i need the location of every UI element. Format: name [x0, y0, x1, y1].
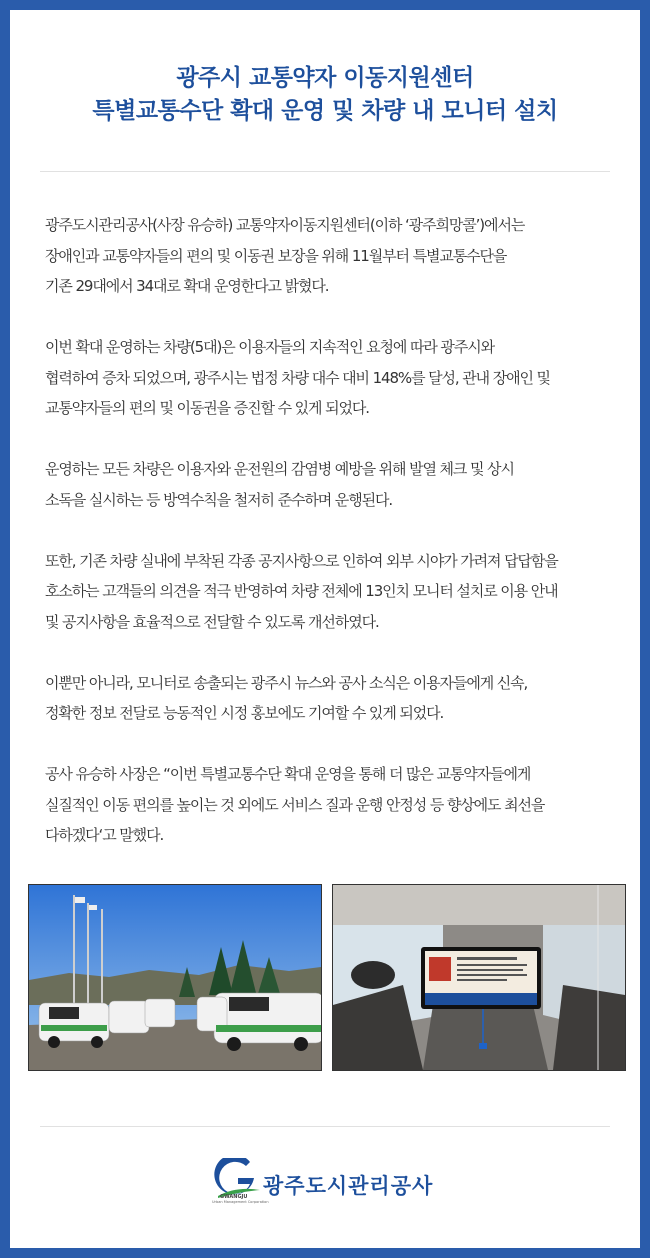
- paragraph-line: 또한, 기존 차량 실내에 부착된 각종 공지사항으로 인하여 외부 시야가 가려져 답답함을: [45, 551, 558, 570]
- paragraph-line: 다하겠다‘고 말했다.: [45, 826, 164, 844]
- paragraph-line: 실질적인 이동 편의를 높이는 것 외에도 서비스 질과 운행 안정성 등 향상에도 최선을: [45, 795, 545, 814]
- paragraph-4: [45, 546, 610, 638]
- paragraph-line: 협력하여 증차 되었으며, 광주시는 법정 차량 대수 대비 148%를 달성, 관내 장애인 및: [45, 368, 550, 387]
- paragraph-line: 기존 29대에서 34대로 확대 운영한다고 밝혔다.: [45, 277, 329, 295]
- paragraph-line: 이번 확대 운영하는 차량(5대)은 이용자들의 지속적인 요청에 따라 광주시와: [45, 338, 494, 356]
- paragraph-line: 및 공지사항을 효율적으로 전달할 수 있도록 개선하였다.: [45, 612, 379, 631]
- vehicles-parked-photo: [28, 884, 322, 1071]
- paragraph-line: 장애인과 교통약자들의 편의 및 이동권 보장을 위해 11월부터 특별교통수단을: [45, 246, 507, 265]
- title-line-1: 광주시 교통약자 이동지원센터: [176, 65, 474, 91]
- paragraph-line: 정확한 정보 전달로 능동적인 시정 홍보에도 기여할 수 있게 되었다.: [45, 704, 444, 722]
- logo-english-name: GWANGJU: [220, 1194, 248, 1200]
- page-title: [10, 62, 640, 128]
- paragraph-line: 이뿐만 아니라, 모니터로 송출되는 광주시 뉴스와 공사 소식은 이용자들에게 신속,: [45, 673, 528, 692]
- paragraph-line: 호소하는 고객들의 의견을 적극 반영하여 차량 전체에 13인치 모니터 설치로 이용 안내: [45, 582, 558, 600]
- paragraph-1: [45, 210, 610, 302]
- paragraph-5: [45, 668, 610, 729]
- paragraph-line: 운영하는 모든 차량은 이용자와 운전원의 감염병 예방을 위해 발열 체크 및 상시: [45, 460, 514, 478]
- top-divider: [40, 171, 610, 172]
- paragraph-line: 광주도시관리공사(사장 유승하) 교통약자이동지원센터(이하 ‘광주희망콜’)에서는: [45, 216, 525, 234]
- paragraph-line: 공사 유승하 사장은 “이번 특별교통수단 확대 운영을 통해 더 많은 교통약자들에게: [45, 765, 531, 783]
- press-release-page: [10, 10, 640, 1248]
- company-logo: [208, 1158, 448, 1210]
- article-body: [45, 210, 610, 881]
- paragraph-3: [45, 454, 610, 515]
- logo-english-subtitle: Urban Management Corporation: [212, 1200, 269, 1204]
- logo-company-name: 광주도시관리공사: [263, 1174, 434, 1198]
- paragraph-6: [45, 759, 610, 851]
- title-line-2: 특별교통수단 확대 운영 및 차량 내 모니터 설치: [92, 98, 558, 124]
- paragraph-line: 소독을 실시하는 등 방역수칙을 철저히 준수하며 운행된다.: [45, 490, 393, 509]
- paragraph-line: 교통약자들의 편의 및 이동권을 증진할 수 있게 되었다.: [45, 399, 369, 417]
- paragraph-2: [45, 332, 610, 424]
- in-car-monitor-photo: [332, 884, 626, 1071]
- bottom-divider: [40, 1126, 610, 1127]
